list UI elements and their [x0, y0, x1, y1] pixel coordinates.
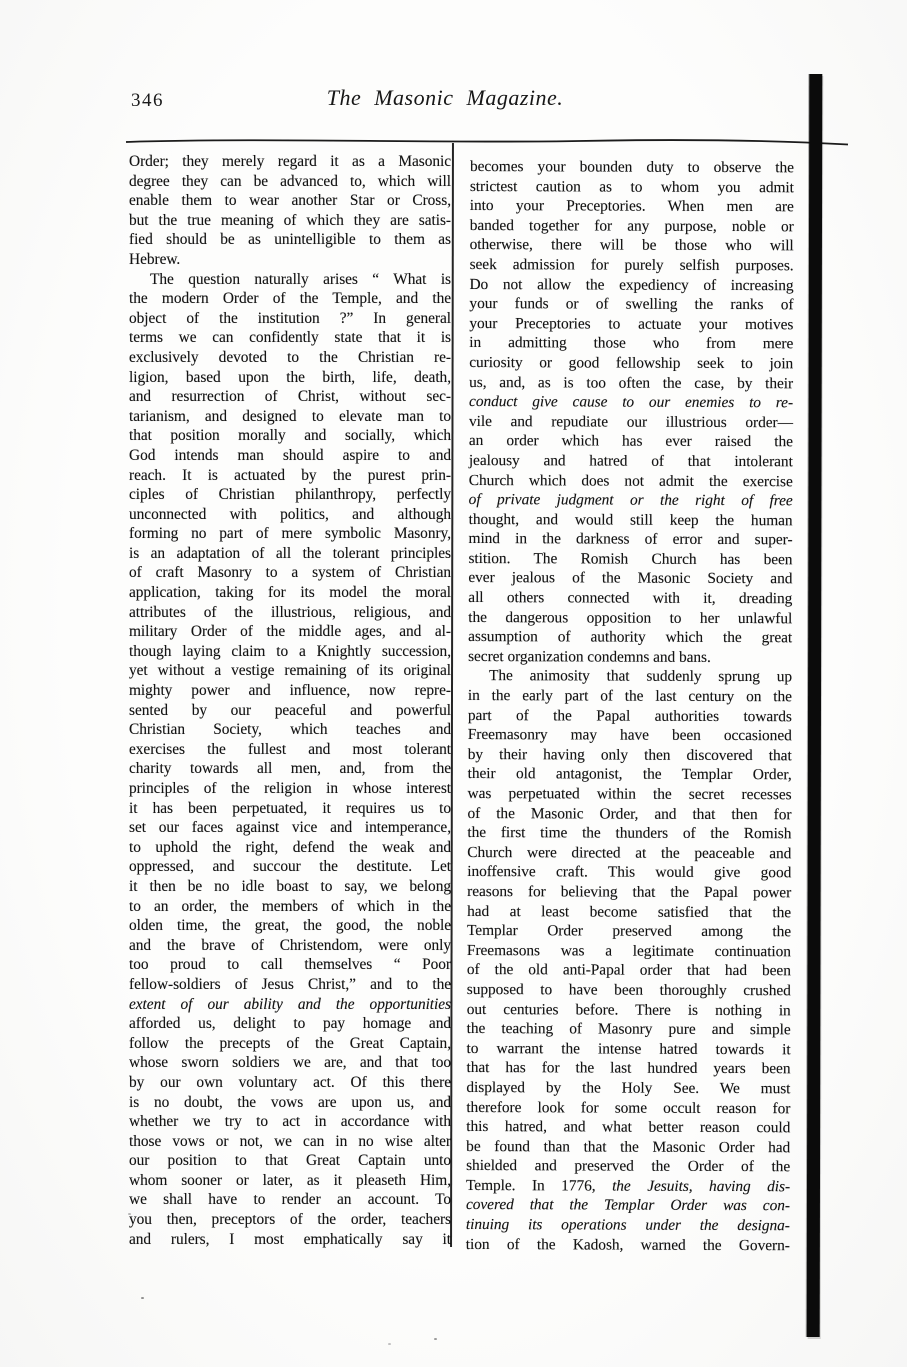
text-line: ligion, based upon the birth, life, death,: [129, 368, 451, 386]
text-line: those vows or not, we can in no wise alter: [129, 1132, 451, 1150]
text-line: it then be no idle boast to say, we belong: [129, 877, 451, 895]
text-line: application, taking for its model the moral: [129, 584, 451, 602]
right-column: [466, 157, 794, 1255]
text-line: follow the precepts of the Great Captain,: [129, 1034, 451, 1052]
text-line: Do not allow the expediency of increasing: [469, 275, 794, 294]
text-line: into your Preceptories. When men are: [469, 197, 794, 216]
text-line: seek admission for purely selfish purposes.: [469, 255, 794, 275]
text-line: too proud to call themselves “ Poor: [129, 956, 451, 974]
text-line: we shall have to render an account. To: [129, 1191, 451, 1209]
text-line: us, and, as is too often the case, by their: [469, 373, 794, 392]
text-line: fellow-soldiers of Jesus Christ,” and to the: [129, 975, 451, 993]
text-line: but the true meaning of which they are satis-: [129, 211, 451, 229]
text-line: you then, preceptors of the order, teachers: [129, 1211, 451, 1229]
text-line: is an adaptation of all the tolerant principles: [129, 544, 451, 562]
text-line: The question naturally arises “ What is: [150, 270, 451, 288]
text-line: oppressed, and succour the destitute. Let: [129, 858, 451, 876]
text-line: yet without a vestige remaining of its original: [129, 662, 451, 680]
text-line: degree they can be advanced to, which will: [129, 172, 451, 190]
text-line: and the brave of Christendom, were only: [129, 936, 451, 954]
text-line: in admitting those who from mere: [469, 334, 794, 353]
text-line: shielded and preserved the Order of the: [466, 1157, 791, 1176]
text-line: be found than that the Masonic Order had: [466, 1137, 791, 1156]
page-number: 346: [131, 90, 164, 111]
text-line: set our faces against vice and intemperance,: [129, 819, 451, 837]
text-line: by their having only then discovered that: [467, 745, 792, 765]
text-line: exclusively devoted to the Christian re-: [129, 348, 451, 366]
text-line: military Order of the middle ages, and al-: [129, 623, 451, 641]
text-line: supposed to have been thoroughly crushed: [466, 980, 791, 1000]
text-line: strictest caution as to whom you admit: [469, 177, 794, 196]
text-line: Order; they merely regard it as a Masonic: [129, 153, 451, 170]
text-line: displayed by the Holy See. We must: [466, 1078, 791, 1098]
text-line: tinuing its operations under the designa-: [465, 1216, 790, 1235]
text-line: in the early part of the last century on the: [467, 687, 792, 706]
text-line: whether we try to act in accordance with: [129, 1113, 451, 1131]
text-line: it has been perpetuated, it requires us to: [129, 799, 451, 817]
text-line: reasons for believing that the Papal power: [467, 882, 792, 902]
text-line: of the Masonic Order, and that then for: [467, 804, 792, 823]
text-line: mind in the darkness of error and super-: [468, 530, 793, 549]
text-line: Church were directed at the peaceable and: [467, 843, 792, 863]
text-line: and rulers, I most emphatically say it: [129, 1230, 451, 1248]
text-line: banded together for any purpose, noble or: [469, 216, 794, 236]
text-line: Christian Society, which teaches and: [129, 721, 451, 739]
text-line: their old antagonist, the Templar Order,: [467, 765, 792, 784]
magazine-title: The Masonic Magazine.: [326, 85, 564, 110]
text-line: was perpetuated within the secret recesses: [467, 784, 792, 804]
italic-text-segment: the Jesuits, having dis-: [612, 1177, 791, 1196]
text-line: to warrant the intense hatred towards it: [466, 1039, 791, 1058]
text-line: whose sworn soldiers we are, and that too: [129, 1054, 451, 1072]
text-line: part of the Papal authorities towards: [467, 706, 792, 725]
text-line: attributes of the illustrious, religious, and: [129, 603, 451, 621]
text-line: and resurrection of Christ, without sec-: [129, 388, 451, 406]
text-line: the teaching of Masonry pure and simple: [466, 1020, 791, 1039]
header-rule: [124, 134, 850, 148]
text-line: ever jealous of the Masonic Society and: [468, 569, 793, 588]
text-line: that has for the last hundred years been: [466, 1059, 791, 1078]
text-line: all others connected with it, dreading: [468, 589, 793, 608]
text-line: of private judgment or the right of free: [468, 491, 793, 510]
text-line: by our own voluntary act. Of this there: [129, 1073, 451, 1091]
text-line: becomes your bounden duty to observe the: [469, 158, 794, 177]
text-line: the first time the thunders of the Romish: [467, 824, 792, 843]
text-line: olden time, the great, the good, the noble: [129, 917, 451, 935]
text-line: otherwise, there will be those who will: [469, 236, 794, 255]
text-line: had at least become satisfied that the: [467, 902, 792, 921]
text-line: stition. The Romish Church has been: [468, 549, 793, 569]
text-line: to uphold the right, defend the weak and: [129, 838, 451, 856]
text-line: though laying claim to a Knightly succession,: [129, 642, 451, 660]
scan-artifact-band: [807, 74, 823, 1337]
text-line: afforded us, delight to pay homage and: [129, 1015, 451, 1033]
text-line: jealousy and hatred of that intolerant: [468, 451, 793, 471]
text-line: tarianism, and designed to elevate man to: [129, 407, 451, 425]
text-line: the modern Order of the Temple, and the: [129, 290, 451, 308]
text-line: an order which has ever raised the: [468, 432, 793, 451]
text-line: Church which does not admit the exercise: [468, 471, 793, 490]
text-line: out centuries before. There is nothing in: [466, 1000, 791, 1019]
left-column: [129, 152, 451, 1249]
text-line: Freemasonry may have been occasioned: [467, 726, 792, 745]
text-line: The animosity that suddenly sprung up: [488, 667, 793, 686]
text-line: whom sooner or later, as it pleaseth Him,: [129, 1171, 451, 1189]
text-line: Templar Order preserved among the: [466, 922, 792, 941]
text-line: reach. It is actuated by the purest prin-: [129, 466, 451, 484]
text-line: that position morally and socially, which: [129, 427, 451, 445]
text-line: this hatred, and what better reason could: [466, 1118, 791, 1137]
text-line: covered that the Templar Order was con-: [465, 1196, 791, 1215]
text-line: unconnected with politics, and although: [129, 505, 451, 523]
text-line: secret organization condemns and bans.: [468, 647, 711, 666]
text-line: inoffensive craft. This would give good: [467, 863, 792, 882]
text-line: tion of the Kadosh, warned the Govern-: [465, 1235, 790, 1254]
text-line: Hebrew.: [129, 250, 181, 268]
text-line: [466, 1176, 790, 1197]
text-line: therefore look for some occult reason for: [466, 1098, 791, 1117]
text-segment: Temple. In 1776,: [466, 1176, 613, 1195]
text-line: ciples of Christian philanthropy, perfectly: [129, 486, 451, 504]
text-line: to an order, the members of which in the: [129, 897, 451, 915]
text-line: charity towards all men, and, from the: [129, 760, 451, 778]
text-line: terms we can confidently state that it is: [129, 329, 451, 347]
text-line: fied should be as unintelligible to them as: [129, 231, 451, 249]
text-line: your Preceptories to actuate your motives: [469, 314, 794, 333]
text-line: object of the institution ?” In general: [129, 309, 451, 327]
text-line: vile and repudiate our illustrious order—: [468, 412, 794, 431]
text-line: exercises the fullest and most tolerant: [129, 740, 451, 758]
text-line: Freemasons was a legitimate continuation: [466, 941, 791, 960]
text-line: sented by our peaceful and powerful: [129, 701, 451, 719]
text-line: assumption of authority which the great: [468, 628, 793, 647]
text-line: curiosity or good fellowship seek to join: [469, 353, 794, 373]
text-line: extent of our ability and the opportunities: [129, 995, 451, 1013]
text-line: your funds or of swelling the ranks of: [469, 295, 794, 314]
text-line: enable them to wear another Star or Cross,: [129, 192, 451, 210]
text-line: conduct give cause to our enemies to re-: [469, 393, 794, 412]
text-line: mighty power and influence, now repre-: [129, 682, 451, 700]
text-line: of craft Masonry to a system of Christian: [129, 564, 451, 582]
text-line: God intends man should aspire to and: [129, 446, 451, 464]
text-line: our position to that Great Captain unto: [129, 1152, 451, 1170]
text-line: principles of the religion in whose interest: [129, 780, 451, 797]
text-line: thought, and would still keep the human: [468, 510, 793, 529]
text-line: forming no part of mere symbolic Masonry,: [129, 525, 451, 543]
text-line: the dangerous opposition to her unlawful: [468, 608, 793, 627]
text-line: of the old anti-Papal order that had been: [466, 961, 791, 980]
text-line: is no doubt, the vows are upon us, and: [129, 1093, 451, 1111]
scan-specks: [0, 0, 3, 2]
